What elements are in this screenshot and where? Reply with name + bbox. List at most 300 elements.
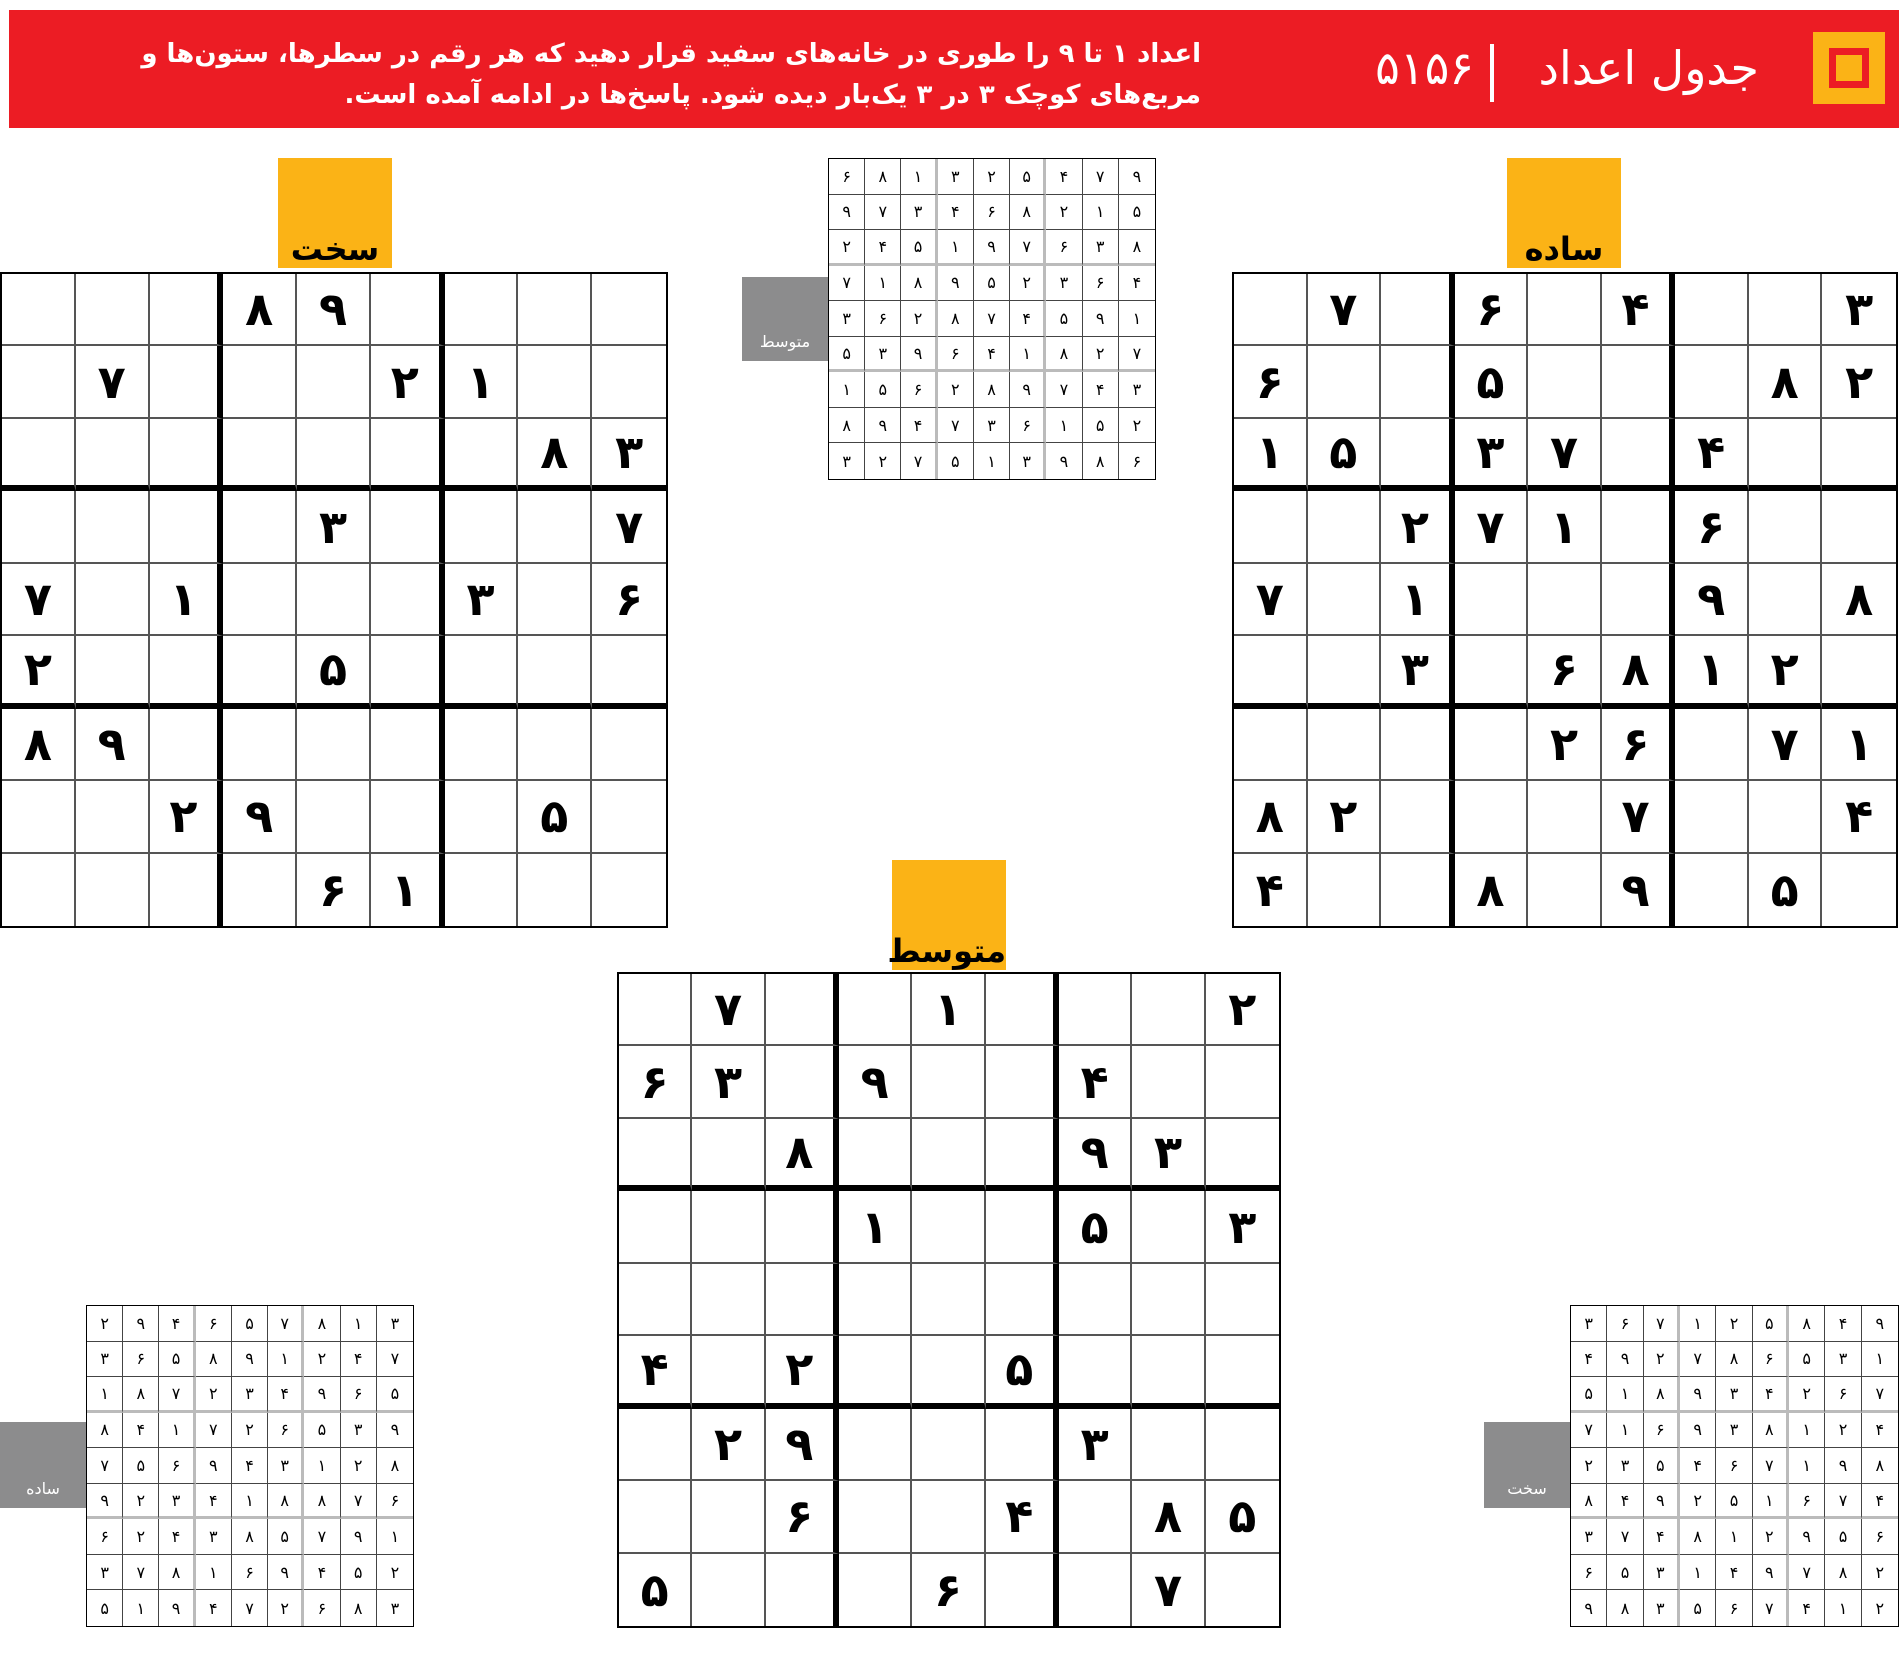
- sudoku-medium-cell[interactable]: [839, 1554, 912, 1626]
- sudoku-medium-cell[interactable]: ۵: [1206, 1481, 1279, 1553]
- sudoku-easy-cell[interactable]: [1528, 564, 1602, 636]
- sudoku-medium-cell[interactable]: [619, 1264, 692, 1336]
- sudoku-hard-cell[interactable]: [223, 346, 297, 418]
- sudoku-easy-cell[interactable]: ۱: [1822, 709, 1896, 781]
- sudoku-easy-cell[interactable]: ۲: [1822, 346, 1896, 418]
- sudoku-medium-cell[interactable]: [766, 974, 839, 1046]
- sudoku-hard-cell[interactable]: ۵: [297, 636, 371, 708]
- sudoku-medium-cell[interactable]: [1132, 974, 1205, 1046]
- sudoku-medium-cell[interactable]: ۵: [619, 1554, 692, 1626]
- sudoku-hard-cell[interactable]: [76, 491, 150, 563]
- sudoku-hard-cell[interactable]: [223, 491, 297, 563]
- sudoku-easy-cell[interactable]: [1455, 709, 1529, 781]
- answer-easy-cell: ۷: [377, 1342, 413, 1378]
- sudoku-easy-cell[interactable]: ۱: [1675, 636, 1749, 708]
- sudoku-medium-cell[interactable]: [766, 1554, 839, 1626]
- sudoku-hard-cell[interactable]: ۱: [445, 346, 519, 418]
- answer-easy-cell: ۹: [304, 1377, 340, 1413]
- sudoku-hard-cell[interactable]: [518, 274, 592, 346]
- sudoku-hard-cell[interactable]: ۲: [150, 781, 224, 853]
- sudoku-medium-cell[interactable]: [1059, 1264, 1132, 1336]
- sudoku-hard-cell[interactable]: ۲: [2, 636, 76, 708]
- sudoku-hard-cell[interactable]: [76, 274, 150, 346]
- sudoku-easy-cell[interactable]: ۴: [1822, 781, 1896, 853]
- sudoku-easy-cell[interactable]: [1381, 274, 1455, 346]
- sudoku-hard-cell[interactable]: ۹: [297, 274, 371, 346]
- answer-medium-cell: ۹: [829, 195, 865, 231]
- sudoku-medium-cell[interactable]: ۱: [839, 1191, 912, 1263]
- sudoku-hard-cell[interactable]: [518, 564, 592, 636]
- sudoku-medium-cell[interactable]: ۲: [1206, 974, 1279, 1046]
- answer-hard-cell: ۲: [1875, 1598, 1885, 1618]
- sudoku-medium-cell[interactable]: [1059, 974, 1132, 1046]
- sudoku-medium-cell[interactable]: [1206, 1264, 1279, 1336]
- answer-hard-cell: ۴: [1753, 1377, 1789, 1413]
- sudoku-easy-cell[interactable]: [1602, 419, 1676, 491]
- sudoku-easy-cell[interactable]: [1308, 346, 1382, 418]
- sudoku-easy-cell[interactable]: ۷: [1308, 274, 1382, 346]
- sudoku-medium-cell[interactable]: [619, 1409, 692, 1481]
- answer-hard-cell: ۴: [1862, 1413, 1898, 1449]
- sudoku-easy-cell[interactable]: ۷: [1234, 564, 1308, 636]
- sudoku-medium-cell[interactable]: [839, 1336, 912, 1408]
- answer-medium-cell: ۱: [901, 159, 937, 195]
- sudoku-hard-cell[interactable]: [223, 636, 297, 708]
- sudoku-medium-cell[interactable]: [1206, 1554, 1279, 1626]
- sudoku-medium-cell[interactable]: ۵: [1059, 1191, 1132, 1263]
- sudoku-medium-cell[interactable]: [1059, 1481, 1132, 1553]
- sudoku-medium-cell[interactable]: ۷: [1132, 1554, 1205, 1626]
- sudoku-easy-cell[interactable]: [1455, 636, 1529, 708]
- sudoku-medium-cell[interactable]: [912, 1481, 985, 1553]
- sudoku-hard-cell[interactable]: ۵: [518, 781, 592, 853]
- sudoku-easy-cell[interactable]: ۲: [1381, 491, 1455, 563]
- answer-hard-cell: ۴: [1607, 1484, 1643, 1520]
- sudoku-hard-cell[interactable]: [371, 781, 445, 853]
- sudoku-hard-cell[interactable]: [150, 346, 224, 418]
- sudoku-medium-cell[interactable]: [839, 1481, 912, 1553]
- sudoku-hard-cell[interactable]: [150, 491, 224, 563]
- sudoku-easy-cell[interactable]: [1602, 346, 1676, 418]
- sudoku-medium-cell[interactable]: [839, 1264, 912, 1336]
- answer-easy-cell: ۴: [159, 1306, 195, 1342]
- sudoku-easy-cell[interactable]: [1675, 274, 1749, 346]
- sudoku-medium-cell[interactable]: ۳: [1132, 1119, 1205, 1191]
- sudoku-medium-cell[interactable]: [692, 1191, 765, 1263]
- sudoku-hard-cell[interactable]: ۷: [76, 346, 150, 418]
- answer-medium-cell: ۷: [1046, 372, 1082, 408]
- sudoku-easy-cell[interactable]: [1455, 564, 1529, 636]
- answer-medium-cell: ۶: [1046, 230, 1082, 266]
- sudoku-easy-cell[interactable]: [1749, 564, 1823, 636]
- sudoku-hard-cell[interactable]: [592, 854, 666, 926]
- sudoku-hard-cell[interactable]: ۳: [445, 564, 519, 636]
- sudoku-easy-cell[interactable]: [1749, 491, 1823, 563]
- sudoku-easy-cell[interactable]: [1749, 274, 1823, 346]
- sudoku-medium-cell[interactable]: [986, 974, 1059, 1046]
- sudoku-easy-cell[interactable]: [1528, 781, 1602, 853]
- sudoku-easy-cell[interactable]: ۶: [1455, 274, 1529, 346]
- sudoku-easy-cell[interactable]: ۷: [1455, 491, 1529, 563]
- sudoku-easy-cell[interactable]: [1822, 636, 1896, 708]
- sudoku-easy-cell[interactable]: ۶: [1675, 491, 1749, 563]
- sudoku-hard-cell[interactable]: [518, 636, 592, 708]
- sudoku-hard-cell[interactable]: [297, 564, 371, 636]
- sudoku-medium-cell[interactable]: [1059, 1336, 1132, 1408]
- sudoku-hard-cell[interactable]: [371, 564, 445, 636]
- sudoku-hard-cell[interactable]: ۹: [223, 781, 297, 853]
- answer-medium-cell: ۹: [1119, 159, 1155, 195]
- sudoku-easy-cell[interactable]: [1602, 491, 1676, 563]
- sudoku-easy-cell[interactable]: [1528, 346, 1602, 418]
- sudoku-easy-cell[interactable]: [1749, 419, 1823, 491]
- sudoku-medium-cell[interactable]: [912, 1046, 985, 1118]
- sudoku-hard-cell[interactable]: ۷: [2, 564, 76, 636]
- sudoku-easy-cell[interactable]: ۶: [1602, 709, 1676, 781]
- answer-medium-cell: ۳: [1010, 443, 1046, 479]
- answer-medium-cell: ۵: [865, 372, 901, 408]
- sudoku-medium-cell[interactable]: ۸: [1132, 1481, 1205, 1553]
- sudoku-medium-cell[interactable]: [912, 1191, 985, 1263]
- sudoku-easy-cell[interactable]: [1675, 781, 1749, 853]
- sudoku-medium-cell[interactable]: [766, 1191, 839, 1263]
- sudoku-easy-cell[interactable]: [1528, 274, 1602, 346]
- sudoku-hard-cell[interactable]: [2, 781, 76, 853]
- sudoku-hard-cell[interactable]: ۸: [223, 274, 297, 346]
- sudoku-hard-cell[interactable]: [150, 854, 224, 926]
- sudoku-hard-cell[interactable]: [592, 636, 666, 708]
- sudoku-hard-cell[interactable]: [223, 564, 297, 636]
- sudoku-easy-grid: [1232, 272, 1898, 928]
- sudoku-medium-cell[interactable]: [986, 1264, 1059, 1336]
- answer-hard-cell: ۶: [1644, 1413, 1680, 1449]
- sudoku-medium-cell[interactable]: [619, 1481, 692, 1553]
- sudoku-medium-cell[interactable]: [1206, 1336, 1279, 1408]
- sudoku-easy-cell[interactable]: ۶: [1234, 346, 1308, 418]
- sudoku-medium-cell[interactable]: ۷: [692, 974, 765, 1046]
- sudoku-medium-cell[interactable]: ۳: [692, 1046, 765, 1118]
- sudoku-hard-cell[interactable]: ۸: [2, 709, 76, 781]
- answer-easy-cell: ۱: [232, 1484, 268, 1520]
- answer-easy-cell: ۷: [341, 1484, 377, 1520]
- sudoku-hard-cell[interactable]: [371, 274, 445, 346]
- sudoku-medium-cell[interactable]: ۴: [619, 1336, 692, 1408]
- sudoku-medium-cell[interactable]: [912, 1409, 985, 1481]
- sudoku-medium-cell[interactable]: [912, 1264, 985, 1336]
- sudoku-hard-cell[interactable]: ۲: [371, 346, 445, 418]
- sudoku-medium-cell[interactable]: ۳: [1059, 1409, 1132, 1481]
- sudoku-medium-cell[interactable]: [912, 1119, 985, 1191]
- sudoku-easy-cell[interactable]: [1308, 854, 1382, 926]
- sudoku-hard-cell[interactable]: ۳: [297, 491, 371, 563]
- sudoku-easy-cell[interactable]: [1381, 346, 1455, 418]
- sudoku-hard-cell[interactable]: ۱: [150, 564, 224, 636]
- sudoku-easy-cell[interactable]: [1308, 564, 1382, 636]
- sudoku-easy-cell[interactable]: [1822, 491, 1896, 563]
- sudoku-medium-cell[interactable]: ۳: [1206, 1191, 1279, 1263]
- sudoku-hard-cell[interactable]: [76, 419, 150, 491]
- sudoku-easy-cell[interactable]: ۸: [1749, 346, 1823, 418]
- sudoku-medium-cell[interactable]: [692, 1554, 765, 1626]
- sudoku-hard-cell[interactable]: [2, 854, 76, 926]
- sudoku-hard-cell[interactable]: [592, 781, 666, 853]
- sudoku-medium-cell[interactable]: [986, 1191, 1059, 1263]
- answer-medium-cell: ۸: [1083, 443, 1119, 479]
- puzzle-number: ۵۱۵۶: [1375, 41, 1474, 95]
- sudoku-medium-cell[interactable]: ۴: [1059, 1046, 1132, 1118]
- sudoku-easy-cell[interactable]: ۹: [1602, 854, 1676, 926]
- sudoku-easy-cell[interactable]: ۱: [1381, 564, 1455, 636]
- answer-medium-cell: ۵: [1119, 195, 1155, 231]
- sudoku-hard-cell[interactable]: [223, 854, 297, 926]
- sudoku-medium-cell[interactable]: [619, 974, 692, 1046]
- sudoku-medium-cell[interactable]: [1132, 1046, 1205, 1118]
- sudoku-easy-cell[interactable]: [1822, 419, 1896, 491]
- sudoku-hard-cell[interactable]: [445, 636, 519, 708]
- sudoku-hard-cell[interactable]: [223, 419, 297, 491]
- sudoku-hard-cell[interactable]: [2, 419, 76, 491]
- sudoku-medium-cell[interactable]: [839, 1409, 912, 1481]
- sudoku-medium-cell[interactable]: [1206, 1409, 1279, 1481]
- sudoku-easy-cell[interactable]: ۴: [1602, 274, 1676, 346]
- sudoku-hard-cell[interactable]: [592, 709, 666, 781]
- answer-hard-cell: ۶: [1789, 1484, 1825, 1520]
- sudoku-medium-cell[interactable]: [692, 1119, 765, 1191]
- sudoku-medium-cell[interactable]: ۶: [766, 1481, 839, 1553]
- sudoku-easy-cell[interactable]: [1602, 564, 1676, 636]
- sudoku-medium-cell[interactable]: ۱: [912, 974, 985, 1046]
- sudoku-easy-cell[interactable]: ۱: [1234, 419, 1308, 491]
- sudoku-hard-cell[interactable]: [150, 636, 224, 708]
- sudoku-medium-cell[interactable]: [1206, 1046, 1279, 1118]
- sudoku-medium-cell[interactable]: [1059, 1554, 1132, 1626]
- sudoku-medium-cell[interactable]: ۸: [766, 1119, 839, 1191]
- sudoku-medium-cell[interactable]: [1132, 1409, 1205, 1481]
- sudoku-easy-cell[interactable]: ۲: [1749, 636, 1823, 708]
- answer-easy-cell: ۸: [232, 1519, 268, 1555]
- sudoku-medium-cell[interactable]: [839, 974, 912, 1046]
- sudoku-medium-cell[interactable]: [912, 1336, 985, 1408]
- sudoku-medium-cell[interactable]: ۲: [766, 1336, 839, 1408]
- sudoku-medium-cell[interactable]: [839, 1119, 912, 1191]
- sudoku-hard-cell[interactable]: [76, 854, 150, 926]
- sudoku-medium-cell[interactable]: ۶: [619, 1046, 692, 1118]
- sudoku-hard-cell[interactable]: [518, 346, 592, 418]
- answer-medium-cell: ۶: [974, 195, 1010, 231]
- sudoku-easy-cell[interactable]: [1675, 854, 1749, 926]
- sudoku-easy-cell[interactable]: [1381, 419, 1455, 491]
- sudoku-easy-cell[interactable]: [1675, 346, 1749, 418]
- sudoku-medium-cell[interactable]: [766, 1046, 839, 1118]
- answer-hard-cell: ۲: [1862, 1555, 1898, 1591]
- sudoku-easy-cell[interactable]: [1528, 854, 1602, 926]
- sudoku-easy-cell[interactable]: [1308, 709, 1382, 781]
- sudoku-hard-cell[interactable]: [592, 346, 666, 418]
- sudoku-hard-cell[interactable]: [2, 346, 76, 418]
- sudoku-easy-cell[interactable]: [1234, 274, 1308, 346]
- sudoku-medium-cell[interactable]: [692, 1481, 765, 1553]
- sudoku-hard-cell[interactable]: [2, 274, 76, 346]
- sudoku-medium-cell[interactable]: [986, 1046, 1059, 1118]
- answer-easy-cell: ۳: [196, 1519, 232, 1555]
- sudoku-medium-cell[interactable]: [986, 1119, 1059, 1191]
- answer-medium-cell: ۶: [829, 159, 865, 195]
- sudoku-medium-cell[interactable]: [986, 1409, 1059, 1481]
- sudoku-hard-cell[interactable]: [297, 781, 371, 853]
- sudoku-medium-cell[interactable]: [1132, 1191, 1205, 1263]
- sudoku-easy-cell[interactable]: ۵: [1749, 854, 1823, 926]
- answer-hard-cell: ۱: [1862, 1342, 1898, 1378]
- sudoku-easy-cell[interactable]: [1381, 781, 1455, 853]
- answer-easy-cell: ۱: [87, 1377, 123, 1413]
- sudoku-easy-cell[interactable]: [1234, 491, 1308, 563]
- sudoku-hard-cell[interactable]: [518, 491, 592, 563]
- sudoku-hard-cell[interactable]: [297, 346, 371, 418]
- sudoku-easy-cell[interactable]: ۲: [1528, 709, 1602, 781]
- sudoku-medium-cell[interactable]: ۹: [766, 1409, 839, 1481]
- answer-medium-cell: ۲: [829, 230, 865, 266]
- answer-hard-cell: ۱: [1680, 1555, 1716, 1591]
- sudoku-hard-cell[interactable]: ۶: [297, 854, 371, 926]
- sudoku-hard-cell[interactable]: [2, 491, 76, 563]
- sudoku-easy-cell[interactable]: [1381, 854, 1455, 926]
- sudoku-medium-cell[interactable]: ۴: [986, 1481, 1059, 1553]
- sudoku-hard-cell[interactable]: [445, 781, 519, 853]
- sudoku-medium-cell[interactable]: [692, 1336, 765, 1408]
- sudoku-medium-cell[interactable]: [692, 1264, 765, 1336]
- sudoku-easy-cell[interactable]: ۴: [1675, 419, 1749, 491]
- sudoku-easy-cell[interactable]: ۳: [1381, 636, 1455, 708]
- sudoku-hard-cell[interactable]: [518, 854, 592, 926]
- sudoku-hard-cell[interactable]: [150, 419, 224, 491]
- answer-easy-cell: ۷: [123, 1555, 159, 1591]
- sudoku-easy-cell[interactable]: ۹: [1675, 564, 1749, 636]
- sudoku-medium-cell[interactable]: ۶: [912, 1554, 985, 1626]
- sudoku-hard-cell[interactable]: ۳: [592, 419, 666, 491]
- sudoku-medium-cell[interactable]: ۹: [1059, 1119, 1132, 1191]
- sudoku-hard-cell[interactable]: [445, 419, 519, 491]
- answer-easy-cell: ۵: [123, 1448, 159, 1484]
- answer-easy-cell: ۴: [268, 1377, 304, 1413]
- sudoku-easy-cell[interactable]: ۸: [1234, 781, 1308, 853]
- sudoku-easy-cell[interactable]: [1234, 636, 1308, 708]
- sudoku-hard-cell[interactable]: [445, 709, 519, 781]
- answer-easy-cell: ۶: [196, 1306, 232, 1342]
- sudoku-hard-cell[interactable]: [445, 491, 519, 563]
- answer-hard-cell: ۹: [1607, 1342, 1643, 1378]
- sudoku-hard-cell[interactable]: [592, 274, 666, 346]
- sudoku-medium-cell[interactable]: [619, 1191, 692, 1263]
- sudoku-easy-cell[interactable]: ۷: [1528, 419, 1602, 491]
- sudoku-hard-cell[interactable]: ۸: [518, 419, 592, 491]
- answer-easy-cell: ۹: [232, 1342, 268, 1378]
- sudoku-hard-cell[interactable]: [371, 636, 445, 708]
- sudoku-hard-cell[interactable]: [150, 709, 224, 781]
- header-banner: [9, 10, 1899, 128]
- sudoku-hard-cell[interactable]: [445, 854, 519, 926]
- answer-easy-cell: ۳: [87, 1342, 123, 1378]
- sudoku-easy-cell[interactable]: [1675, 709, 1749, 781]
- sudoku-medium-cell[interactable]: [1132, 1264, 1205, 1336]
- sudoku-medium-cell[interactable]: [766, 1264, 839, 1336]
- sudoku-easy-cell[interactable]: ۶: [1528, 636, 1602, 708]
- answer-easy-cell: ۷: [232, 1590, 268, 1626]
- sudoku-easy-cell[interactable]: ۲: [1308, 781, 1382, 853]
- answer-easy-cell: ۷: [304, 1519, 340, 1555]
- answer-easy-cell: ۴: [196, 1590, 232, 1626]
- sudoku-hard-cell[interactable]: [150, 274, 224, 346]
- sudoku-medium-cell[interactable]: ۹: [839, 1046, 912, 1118]
- sudoku-hard-cell[interactable]: ۹: [76, 709, 150, 781]
- sudoku-hard-cell[interactable]: [371, 491, 445, 563]
- sudoku-easy-cell[interactable]: ۷: [1749, 709, 1823, 781]
- sudoku-easy-cell[interactable]: [1822, 854, 1896, 926]
- sudoku-easy-cell[interactable]: ۸: [1822, 564, 1896, 636]
- sudoku-hard-cell[interactable]: ۱: [371, 854, 445, 926]
- answer-easy-cell: ۷: [159, 1377, 195, 1413]
- answer-easy-cell: ۹: [268, 1555, 304, 1591]
- sudoku-easy-cell[interactable]: [1308, 491, 1382, 563]
- sudoku-easy-cell[interactable]: ۷: [1602, 781, 1676, 853]
- sudoku-hard-cell[interactable]: [445, 274, 519, 346]
- sudoku-medium-cell[interactable]: [1206, 1119, 1279, 1191]
- sudoku-easy-cell[interactable]: [1455, 781, 1529, 853]
- sudoku-hard-cell[interactable]: [76, 564, 150, 636]
- answer-easy-cell: ۱: [123, 1590, 159, 1626]
- answer-hard-cell: ۲: [1825, 1413, 1861, 1449]
- page-title: جدول اعداد: [1538, 41, 1759, 95]
- sudoku-hard-cell[interactable]: [518, 709, 592, 781]
- sudoku-easy-cell[interactable]: ۸: [1455, 854, 1529, 926]
- sudoku-hard-cell[interactable]: [371, 419, 445, 491]
- sudoku-medium-cell[interactable]: [986, 1554, 1059, 1626]
- answer-easy-cell: ۸: [341, 1590, 377, 1626]
- sudoku-easy-cell[interactable]: [1308, 636, 1382, 708]
- sudoku-easy-cell[interactable]: ۵: [1455, 346, 1529, 418]
- answer-medium-cell: ۶: [938, 337, 974, 373]
- answer-hard-cell: ۲: [1753, 1519, 1789, 1555]
- sudoku-medium-cell[interactable]: [1132, 1336, 1205, 1408]
- sudoku-medium-cell[interactable]: ۲: [692, 1409, 765, 1481]
- answer-easy-cell: ۱: [268, 1342, 304, 1378]
- sudoku-medium-cell[interactable]: ۵: [986, 1336, 1059, 1408]
- sudoku-easy-cell[interactable]: ۵: [1308, 419, 1382, 491]
- sudoku-easy-cell[interactable]: ۳: [1822, 274, 1896, 346]
- answer-medium-cell: ۳: [974, 408, 1010, 444]
- sudoku-hard-cell[interactable]: ۶: [592, 564, 666, 636]
- sudoku-easy-cell[interactable]: [1381, 709, 1455, 781]
- sudoku-hard-cell[interactable]: [297, 419, 371, 491]
- sudoku-hard-cell[interactable]: ۷: [592, 491, 666, 563]
- answer-medium-cell: ۷: [1083, 159, 1119, 195]
- sudoku-easy-cell[interactable]: ۴: [1234, 854, 1308, 926]
- sudoku-medium-cell[interactable]: [619, 1119, 692, 1191]
- sudoku-hard-cell[interactable]: [297, 709, 371, 781]
- sudoku-hard-cell[interactable]: [76, 781, 150, 853]
- sudoku-easy-cell[interactable]: [1749, 781, 1823, 853]
- sudoku-easy-cell[interactable]: ۱: [1528, 491, 1602, 563]
- sudoku-hard-cell[interactable]: [371, 709, 445, 781]
- sudoku-hard-cell[interactable]: [223, 709, 297, 781]
- sudoku-easy-cell[interactable]: ۸: [1602, 636, 1676, 708]
- answer-medium-cell: ۶: [1010, 408, 1046, 444]
- sudoku-hard-cell[interactable]: [76, 636, 150, 708]
- sudoku-easy-cell[interactable]: ۳: [1455, 419, 1529, 491]
- answer-medium-cell: ۵: [829, 337, 865, 373]
- answer-hard-cell: ۳: [1825, 1342, 1861, 1378]
- sudoku-easy-cell[interactable]: [1234, 709, 1308, 781]
- answer-medium-cell: ۱: [865, 266, 901, 302]
